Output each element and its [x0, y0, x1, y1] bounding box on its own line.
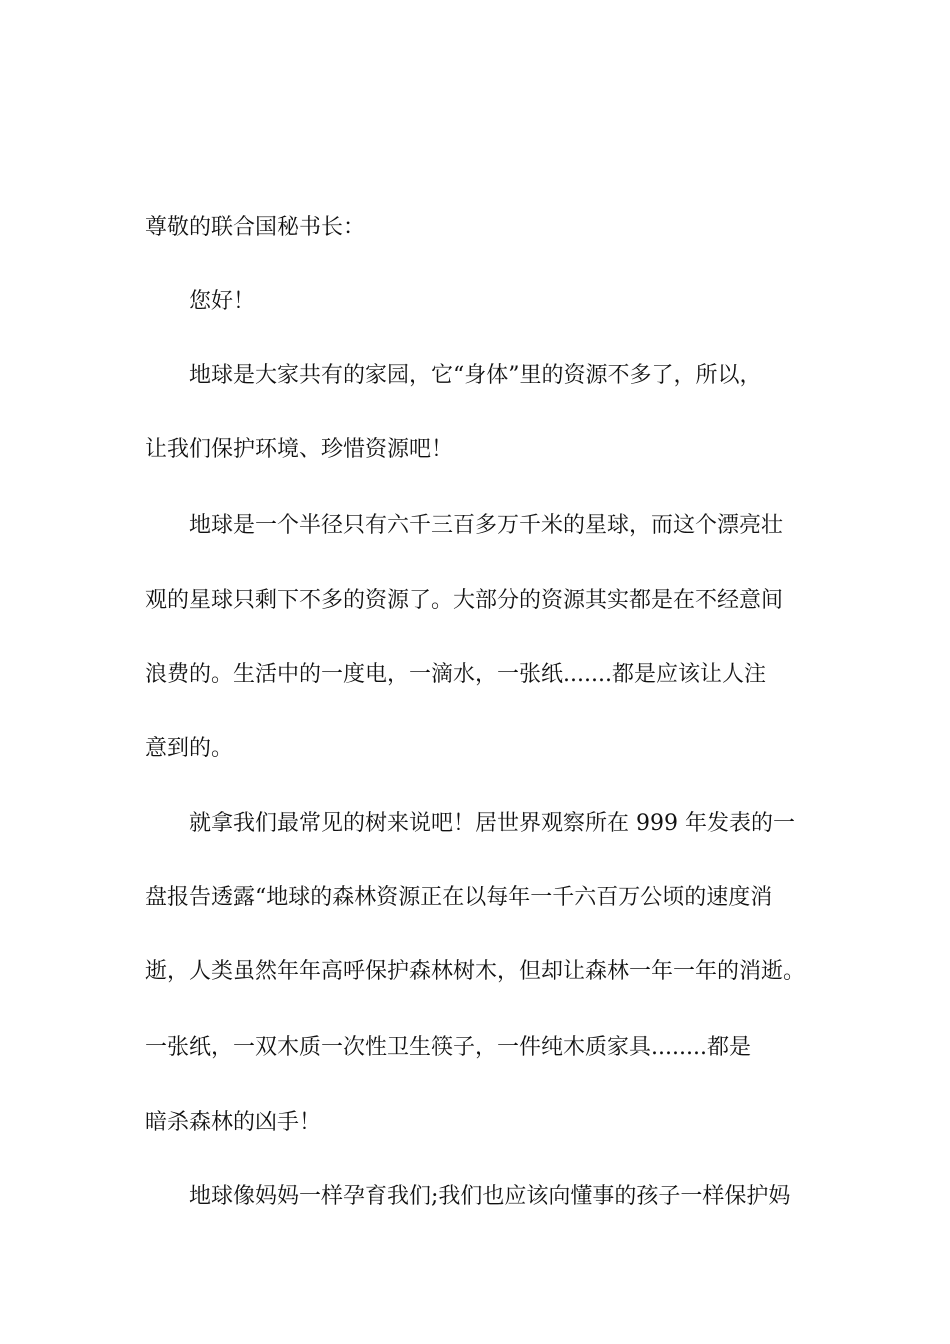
paragraph-2-line-1: 地球是一个半径只有六千三百多万千米的星球，而这个漂亮壮: [189, 513, 784, 538]
paragraph-3-line-1: 就拿我们最常见的树来说吧！居世界观察所在 999 年发表的一: [189, 811, 795, 836]
paragraph-2-line-4: 意到的。: [145, 736, 234, 761]
paragraph-3-line-3: 逝，人类虽然年年高呼保护森林树木，但却让森林一年一年的消逝。: [145, 959, 806, 984]
paragraph-3-line-2: 盘报告透露“地球的森林资源正在以每年一千六百万公顷的速度消: [145, 885, 773, 910]
paragraph-3-line-5: 暗杀森林的凶手！: [145, 1110, 322, 1135]
paragraph-3-line-4: 一张纸，一双木质一次性卫生筷子，一件纯木质家具........都是: [145, 1035, 751, 1060]
paragraph-2-line-2: 观的星球只剩下不多的资源了。大部分的资源其实都是在不经意间: [145, 588, 784, 613]
paragraph-1-line-2: 让我们保护环境、珍惜资源吧！: [145, 437, 454, 462]
greeting-line: 您好！: [189, 289, 256, 314]
paragraph-1-line-1: 地球是大家共有的家园，它“身体”里的资源不多了，所以，: [189, 363, 762, 388]
paragraph-2-line-3: 浪费的。生活中的一度电，一滴水，一张纸.......都是应该让人注: [145, 662, 766, 687]
salutation: 尊敬的联合国秘书长：: [145, 215, 366, 240]
paragraph-4-line-1: 地球像妈妈一样孕育我们;我们也应该向懂事的孩子一样保护妈: [189, 1184, 791, 1209]
